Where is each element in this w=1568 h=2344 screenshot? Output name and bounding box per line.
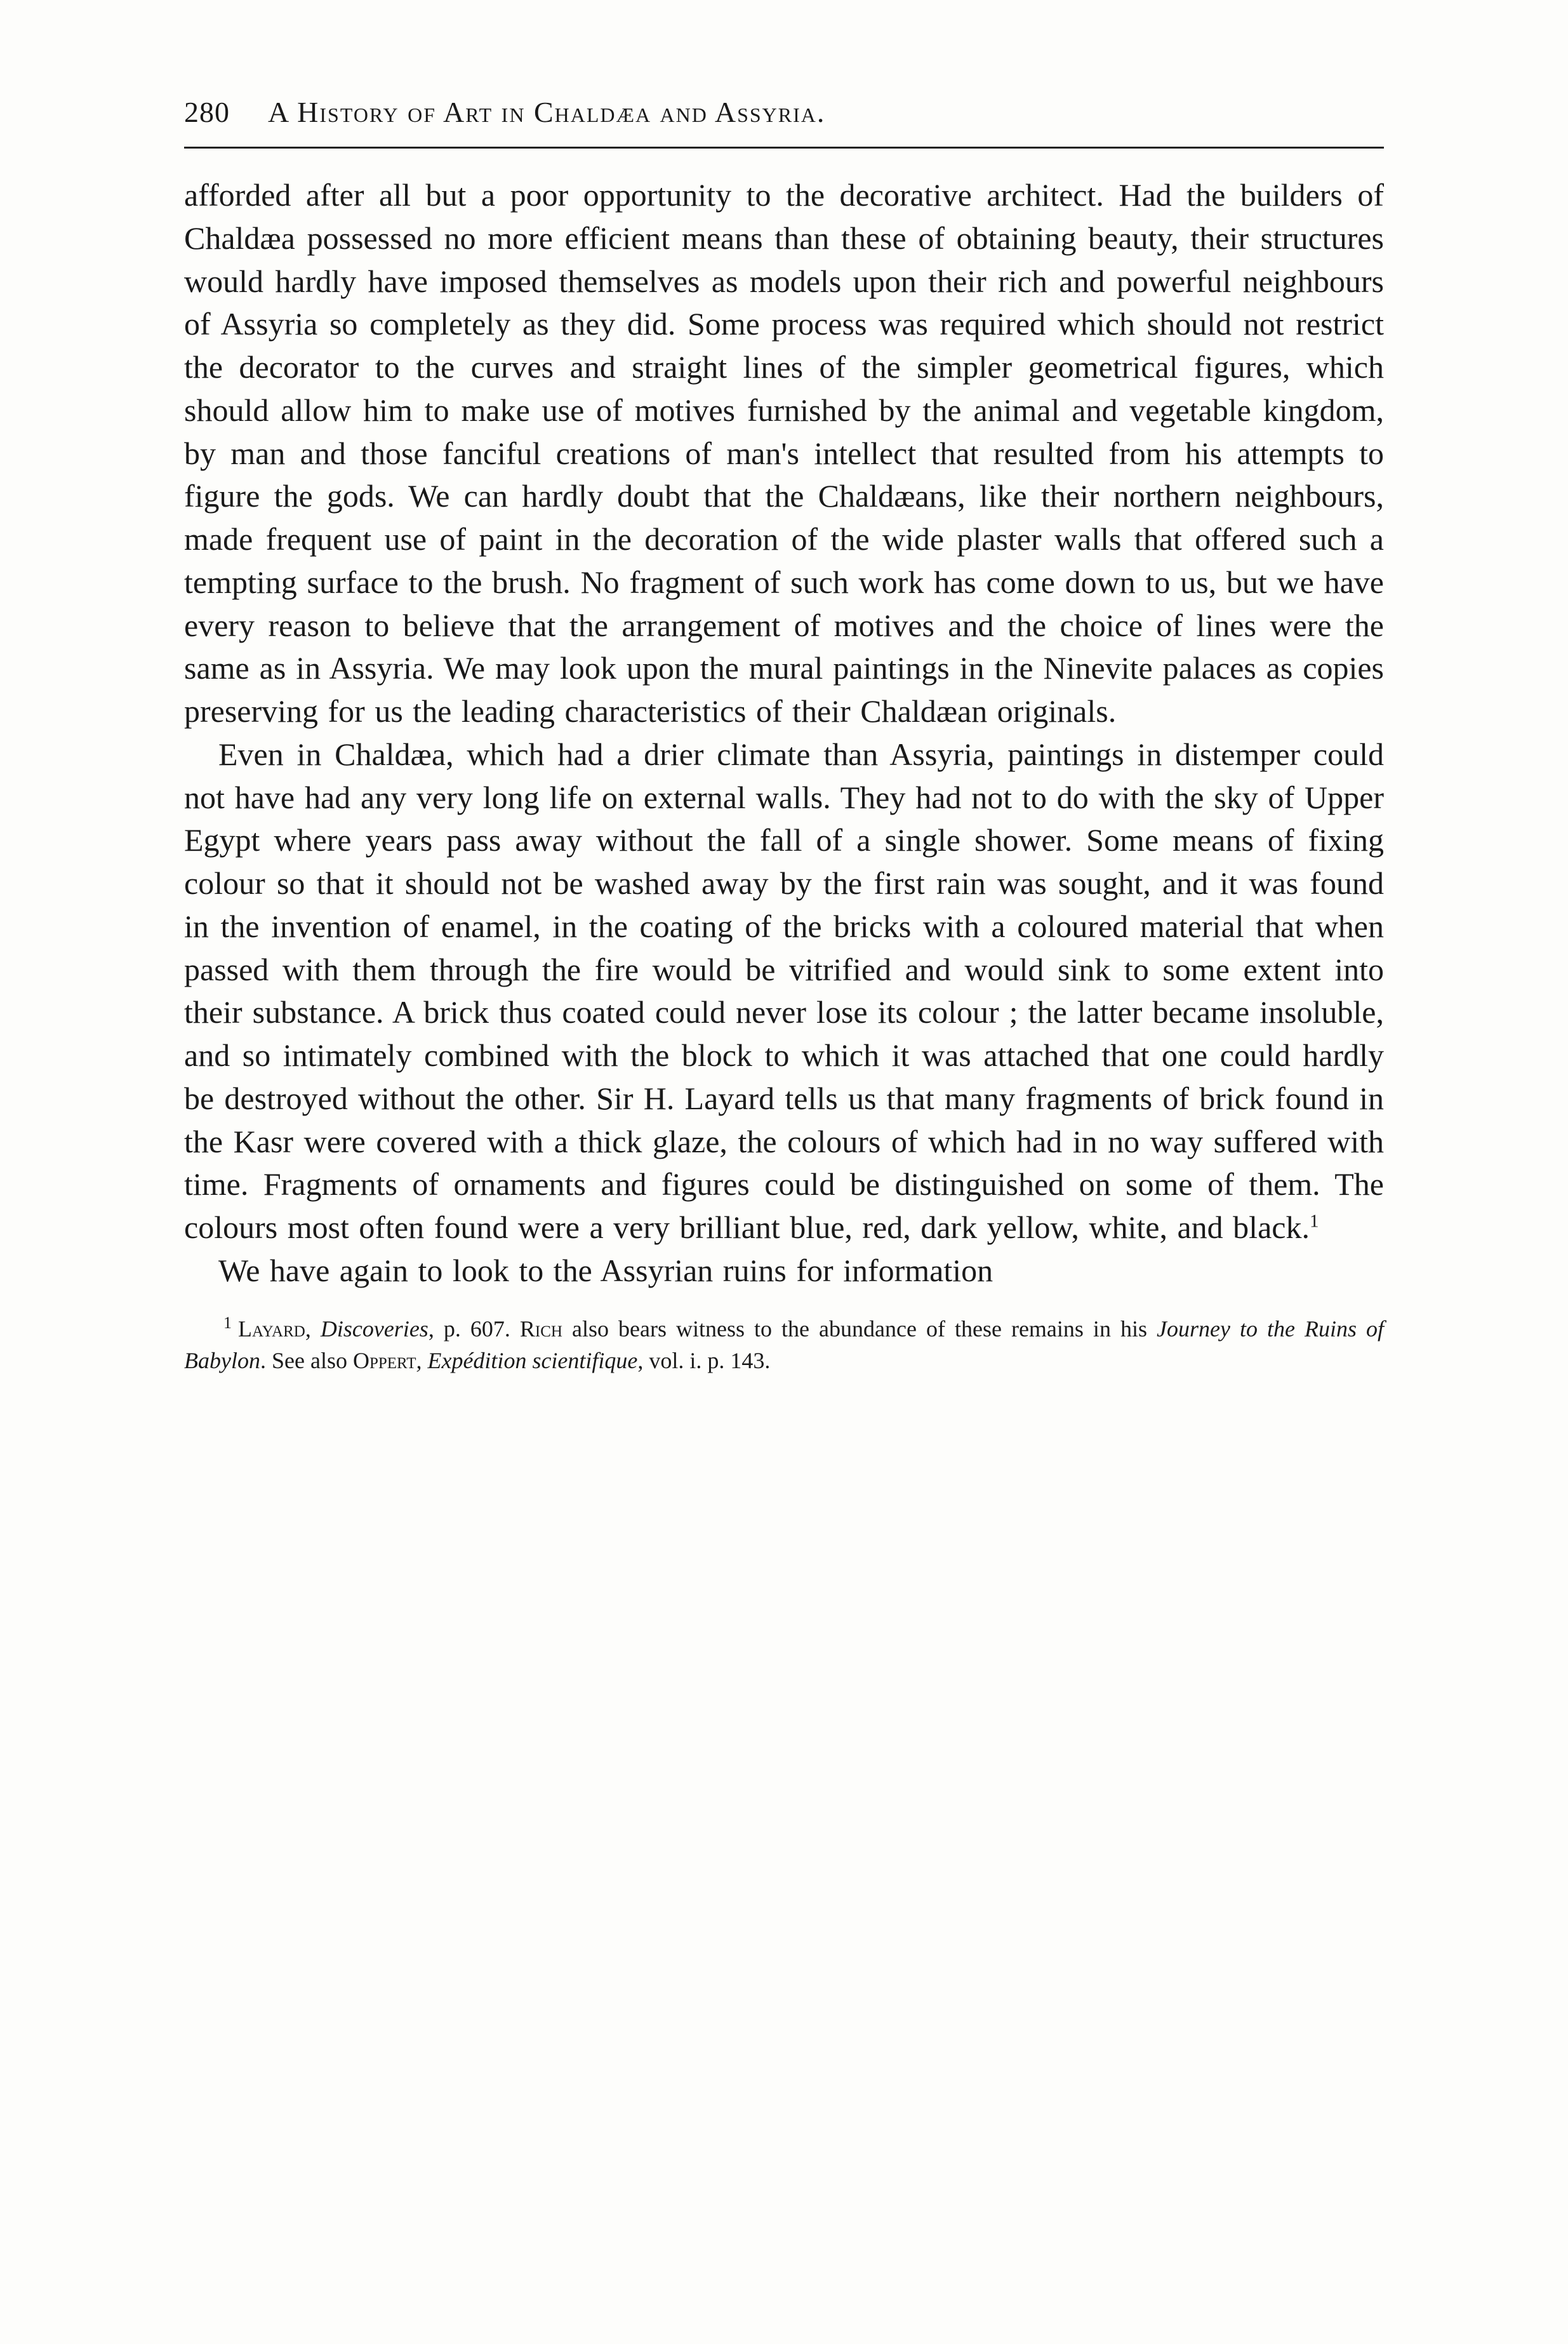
body-text [184, 174, 1384, 1293]
footnote [184, 1312, 1384, 1377]
footnote-text-2: also bears witness to the abundance of these remains in his [562, 1315, 1157, 1342]
paragraph-1: afforded after all but a poor opportunity to the decorative architect. Had the builders of Chaldæa possessed no more efficient means than these of obtaining beauty, their structures would hardly have imposed themselves as models upon their rich and powerful neighbours of Assyria so completely as they did. Some process was required which should not restrict the decorator to the curves and straight lines of the simpler geometrical figures, which should allow him to make use of motives furnished by the animal and vegetable kingdom, by man and those fanciful creations of man's intellect that resulted from his attempts to figure the gods. We can hardly doubt that the Chaldæans, like their northern neighbours, made frequent use of paint in the decoration of the wide plaster walls that offered such a tempting surface to the brush. No fragment of such work has come down to us, but we have every reason to believe that the arrangement of motives and the choice of lines were the same as in Assyria. We may look upon the mural paintings in the Ninevite palaces as copies preserving for us the leading characteristics of their Chaldæan originals. [184, 177, 1384, 729]
footnote-page-1: , p. 607. [428, 1315, 520, 1342]
footnote-marker: 1 [223, 1313, 232, 1332]
paragraph-2 [184, 733, 1384, 1249]
footnote-author-rich: Rich [519, 1315, 562, 1342]
footnote-tail: , vol. i. p. 143. [637, 1347, 771, 1373]
footnote-title-discoveries: Discoveries [320, 1315, 429, 1342]
footnote-text-3: . See also [260, 1347, 353, 1373]
paragraph-2-text: Even in Chaldæa, which had a drier climate than Assyria, paintings in distemper could not have had any very long life on external walls. They had not to do with the sky of Upper Egypt where years pass away without the fall of a single shower. Some means of fixing colour so that it should not be washed away by the first rain was sought, and it was found in the invention of enamel, in the coating of the bricks with a coloured material that when passed with them through the fire would be vitrified and would sink to some extent into their substance. A brick thus coated could never lose its colour ; the latter became insoluble, and so intimately combined with the block to which it was attached that one could hardly be destroyed without the other. Sir H. Layard tells us that many fragments of brick found in the Kasr were covered with a thick glaze, the colours of which had in no way suffered with time. Fragments of ornaments and figures could be distinguished on some of them. The colours most often found were a very brilliant blue, red, dark yellow, white, and black. [184, 736, 1384, 1245]
page-header [184, 95, 1384, 129]
running-title: A History of Art in Chaldæa and Assyria. [268, 96, 826, 128]
footnote-title-expedition: , Expédition scientifique [416, 1347, 638, 1373]
header-rule [184, 147, 1384, 149]
footnote-author-oppert: Oppert [352, 1347, 416, 1373]
footnote-reference: 1 [1309, 1211, 1319, 1232]
page-number: 280 [184, 96, 230, 128]
footnote-title-journey: Journey to the Ruins of Babylon [184, 1315, 1385, 1373]
paragraph-3: We have again to look to the Assyrian ruins for information [218, 1252, 993, 1288]
footnote-author-layard: Layard [238, 1315, 305, 1342]
footnote-sep-1: , [305, 1315, 321, 1342]
